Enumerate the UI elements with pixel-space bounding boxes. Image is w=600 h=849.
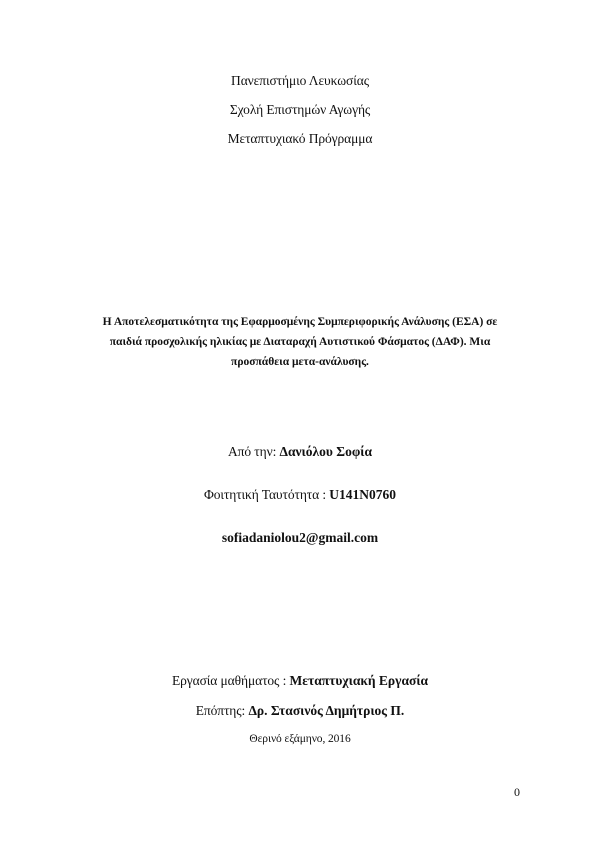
university-name: Πανεπιστήμιο Λευκωσίας xyxy=(231,73,369,88)
thesis-title xyxy=(80,312,520,372)
thesis-title-line-3: προσπάθεια μετα-ανάλυσης. xyxy=(231,356,369,368)
thesis-title-line-2: παιδιά προσχολικής ηλικίας με Διαταραχή Αυτιστικού Φάσματος (ΔΑΦ). Μια xyxy=(109,336,491,348)
student-id-value: U141N0760 xyxy=(329,487,397,502)
page-number: 0 xyxy=(514,785,520,799)
program-name: Μεταπτυχιακό Πρόγραμμα xyxy=(227,131,373,146)
course-line xyxy=(0,673,600,689)
author-line xyxy=(0,444,600,460)
supervisor-line xyxy=(0,703,600,719)
course-value: Μεταπτυχιακή Εργασία xyxy=(289,673,429,688)
author-label: Από την: xyxy=(228,444,280,459)
email-address: sofiadaniolou2@gmail.com xyxy=(221,530,379,545)
author-name: Δανιόλου Σοφία xyxy=(279,444,372,459)
student-id-label: Φοιτητική Ταυτότητα : xyxy=(203,487,330,502)
supervisor-name: Δρ. Στασινός Δημήτριος Π. xyxy=(248,703,405,718)
supervisor-label: Επόπτης: xyxy=(195,703,249,718)
school-name: Σχολή Επιστημών Αγωγής xyxy=(229,102,371,117)
thesis-title-line-1: Η Αποτελεσματικότητα της Εφαρμοσμένης Συμπεριφορικής Ανάλυσης (ΕΣΑ) σε xyxy=(102,316,498,328)
course-label: Εργασία μαθήματος : xyxy=(171,673,290,688)
semester: Θερινό εξάμηνο, 2016 xyxy=(249,733,351,745)
student-id-line xyxy=(0,487,600,503)
